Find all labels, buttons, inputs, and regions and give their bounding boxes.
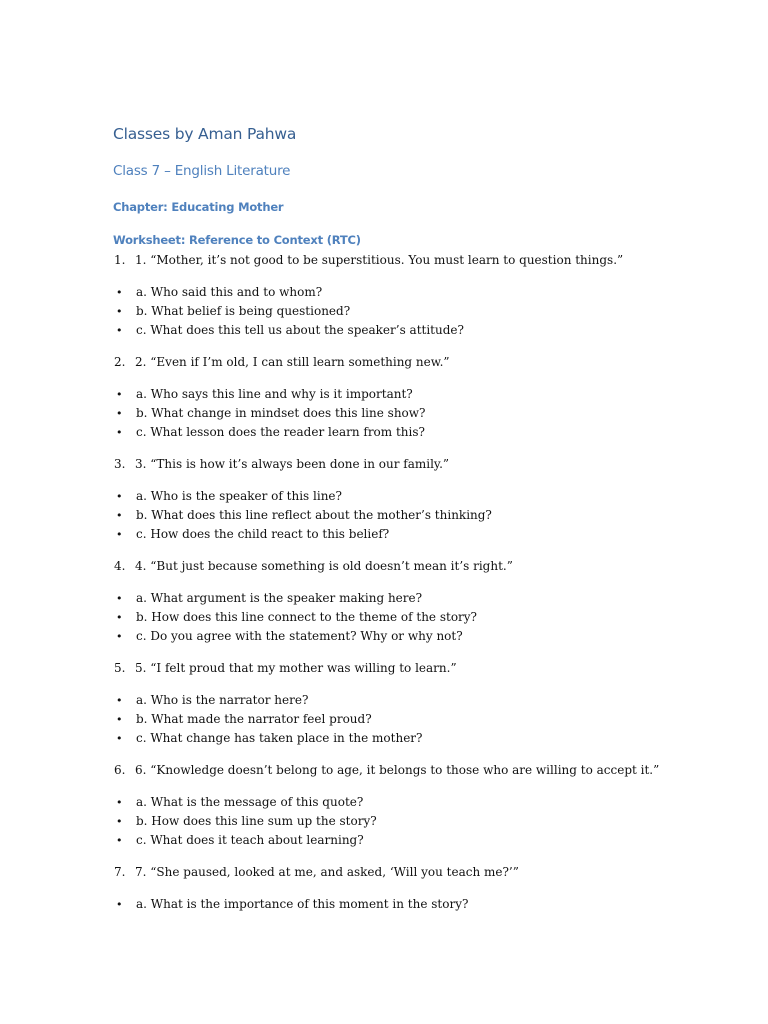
question-number: 1. xyxy=(114,253,126,267)
question-block xyxy=(0,455,768,544)
sub-question-list xyxy=(0,589,768,646)
question-item xyxy=(0,455,768,474)
question-number: 2. xyxy=(114,355,126,369)
sub-question-text: a. What is the importance of this moment in the story? xyxy=(136,897,469,911)
question-text: 3. “This is how it’s always been done in our family.” xyxy=(135,457,450,471)
sub-question-text: c. What change has taken place in the mother? xyxy=(136,731,423,745)
question-text: 6. “Knowledge doesn’t belong to age, it belongs to those who are willing to accept it.” xyxy=(135,763,660,777)
bullet-icon: • xyxy=(116,509,123,522)
bullet-icon: • xyxy=(116,305,123,318)
sub-question-text: b. What made the narrator feel proud? xyxy=(136,712,372,726)
question-list xyxy=(0,251,768,927)
bullet-icon: • xyxy=(116,796,123,809)
sub-question xyxy=(0,608,768,627)
sub-question-text: a. Who says this line and why is it important? xyxy=(136,387,413,401)
class-title: Class 7 – English Literature xyxy=(113,163,291,179)
sub-question-text: c. How does the child react to this belief? xyxy=(136,527,390,541)
sub-question xyxy=(0,691,768,710)
question-block xyxy=(0,251,768,340)
bullet-icon: • xyxy=(116,426,123,439)
sub-question-text: a. Who is the narrator here? xyxy=(136,693,309,707)
sub-question-text: c. Do you agree with the statement? Why or why not? xyxy=(136,629,463,643)
bullet-icon: • xyxy=(116,834,123,847)
bullet-icon: • xyxy=(116,286,123,299)
question-block xyxy=(0,557,768,646)
question-number: 4. xyxy=(114,559,126,573)
sub-question-text: a. Who said this and to whom? xyxy=(136,285,323,299)
sub-question xyxy=(0,423,768,442)
sub-question xyxy=(0,302,768,321)
question-block xyxy=(0,863,768,914)
sub-question-list xyxy=(0,283,768,340)
question-number: 3. xyxy=(114,457,126,471)
sub-question xyxy=(0,627,768,646)
bullet-icon: • xyxy=(116,694,123,707)
bullet-icon: • xyxy=(116,388,123,401)
bullet-icon: • xyxy=(116,713,123,726)
sub-question-text: c. What does it teach about learning? xyxy=(136,833,364,847)
question-number: 7. xyxy=(114,865,126,879)
question-text: 4. “But just because something is old doesn’t mean it’s right.” xyxy=(135,559,513,573)
bullet-icon: • xyxy=(116,490,123,503)
question-item xyxy=(0,251,768,270)
bullet-icon: • xyxy=(116,324,123,337)
bullet-icon: • xyxy=(116,898,123,911)
sub-question-text: b. What does this line reflect about the mother’s thinking? xyxy=(136,508,492,522)
sub-question-text: c. What does this tell us about the speaker’s attitude? xyxy=(136,323,464,337)
question-number: 5. xyxy=(114,661,126,675)
bullet-icon: • xyxy=(116,528,123,541)
question-item xyxy=(0,659,768,678)
question-text: 5. “I felt proud that my mother was willing to learn.” xyxy=(135,661,457,675)
sub-question xyxy=(0,793,768,812)
bullet-icon: • xyxy=(116,611,123,624)
sub-question-list xyxy=(0,487,768,544)
sub-question-list xyxy=(0,895,768,914)
sub-question xyxy=(0,506,768,525)
worksheet-heading: Worksheet: Reference to Context (RTC) xyxy=(113,233,361,247)
bullet-icon: • xyxy=(116,592,123,605)
sub-question xyxy=(0,895,768,914)
chapter-heading: Chapter: Educating Mother xyxy=(113,200,284,214)
question-number: 6. xyxy=(114,763,126,777)
question-text: 1. “Mother, it’s not good to be superstitious. You must learn to question things.” xyxy=(135,253,624,267)
sub-question-text: c. What lesson does the reader learn from this? xyxy=(136,425,425,439)
sub-question xyxy=(0,283,768,302)
sub-question-text: b. What change in mindset does this line show? xyxy=(136,406,426,420)
bullet-icon: • xyxy=(116,407,123,420)
sub-question-list xyxy=(0,691,768,748)
sub-question-list xyxy=(0,385,768,442)
bullet-icon: • xyxy=(116,815,123,828)
question-text: 7. “She paused, looked at me, and asked, ‘Will you teach me?’” xyxy=(135,865,519,879)
sub-question xyxy=(0,404,768,423)
sub-question-text: a. What argument is the speaker making here? xyxy=(136,591,423,605)
sub-question xyxy=(0,812,768,831)
question-item xyxy=(0,353,768,372)
sub-question-text: a. What is the message of this quote? xyxy=(136,795,364,809)
sub-question xyxy=(0,487,768,506)
sub-question xyxy=(0,525,768,544)
bullet-icon: • xyxy=(116,732,123,745)
page-header: Classes by Aman Pahwa xyxy=(113,125,297,143)
sub-question-text: a. Who is the speaker of this line? xyxy=(136,489,342,503)
sub-question xyxy=(0,729,768,748)
bullet-icon: • xyxy=(116,630,123,643)
question-block xyxy=(0,761,768,850)
sub-question-list xyxy=(0,793,768,850)
sub-question-text: b. How does this line sum up the story? xyxy=(136,814,377,828)
sub-question xyxy=(0,710,768,729)
sub-question-text: b. What belief is being questioned? xyxy=(136,304,351,318)
sub-question xyxy=(0,589,768,608)
sub-question xyxy=(0,831,768,850)
sub-question-text: b. How does this line connect to the theme of the story? xyxy=(136,610,477,624)
question-item xyxy=(0,557,768,576)
question-item xyxy=(0,761,768,780)
question-text: 2. “Even if I’m old, I can still learn something new.” xyxy=(135,355,450,369)
question-block xyxy=(0,353,768,442)
sub-question xyxy=(0,321,768,340)
question-block xyxy=(0,659,768,748)
question-item xyxy=(0,863,768,882)
sub-question xyxy=(0,385,768,404)
